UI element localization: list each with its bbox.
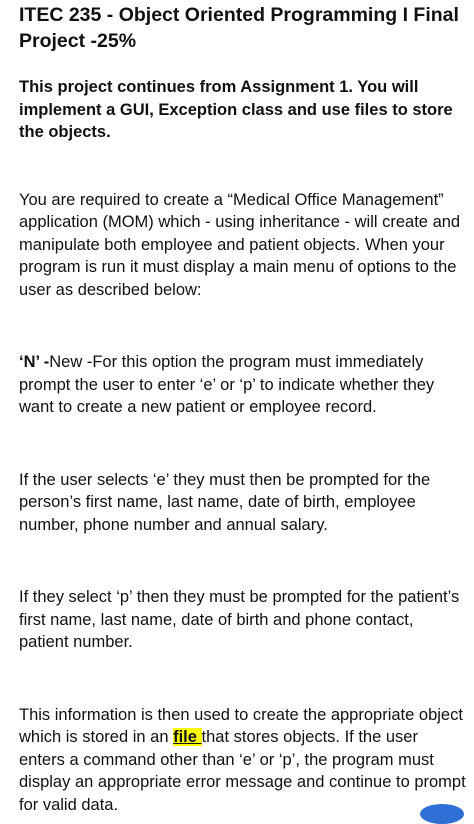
document-body <box>19 2 467 816</box>
paragraph-intro: You are required to create a “Medical Office Management” application (MOM) which - using inheritance - will create and manipulate both employee and patient objects. When your program is run it must display a main menu of options to the user as described below: <box>19 190 461 299</box>
option-key-label: ‘N’ - <box>19 353 50 371</box>
document-title: ITEC 235 - Object Oriented Programming I Final Project -25% <box>19 4 459 52</box>
paragraph-new-option <box>19 351 467 419</box>
project-summary: This project continues from Assignment 1. You will implement a GUI, Exception class and use files to store the objects. <box>19 78 453 141</box>
paragraph-employee-prompt: If the user selects ‘e’ they must then be prompted for the person’s first name, last name, date of birth, employee number, phone number and annual salary. <box>19 470 431 534</box>
option-description: New -For this option the program must immediately prompt the user to enter ‘e’ or ‘p’ to indicate whether they want to create a new patient or employee record. <box>19 353 435 416</box>
storage-text-end: that stores objects. If the user enters a command other than ‘e’ or ‘p’, the program must display an appropriate error message and continue to prompt for valid data. <box>19 728 466 814</box>
highlighted-word-file: file <box>173 728 202 746</box>
corner-accent-shape <box>420 804 464 824</box>
paragraph-patient-prompt: If they select ‘p’ then they must be prompted for the patient’s first name, last name, date of birth and phone contact, patient number. <box>19 588 460 651</box>
paragraph-storage <box>19 704 467 817</box>
storage-text-start: This information is then used to create the appropriate object which is stored in an <box>19 705 463 746</box>
